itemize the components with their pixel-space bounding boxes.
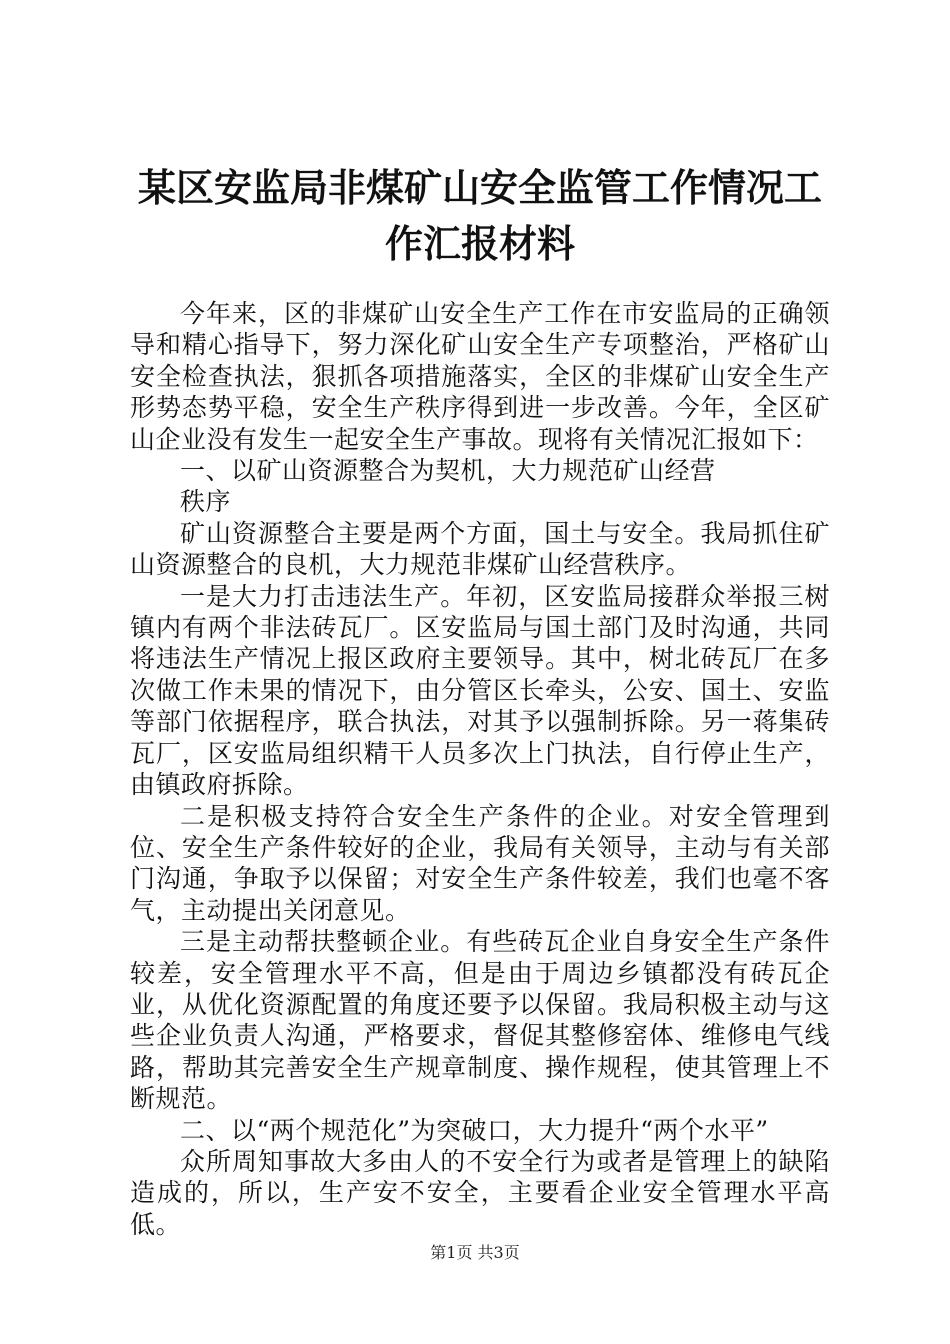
paragraph-crackdown: 一是大力打击违法生产。年初，区安监局接群众举报三树镇内有两个非法砖瓦厂。区安监局与国土部门及时沟通，共同将违法生产情况上报区政府主要领导。其中，树北砖瓦厂在多次做工作未果的情况下，由分管区长牵头，公安、国土、安监等部门依据程序，联合执法，对其予以强制拆除。另一蒋集砖瓦厂，区安监局组织精干人员多次上门执法，自行停止生产，由镇政府拆除。: [130, 581, 830, 800]
section-heading-2: 二、以“两个规范化”为突破口，大力提升“两个水平”: [180, 1115, 769, 1145]
section-heading-1: 一、以矿山资源整合为契机，大力规范矿山经营: [180, 456, 716, 486]
page-number-footer: 第1页 共3页: [430, 1243, 520, 1262]
section-heading-1-continued: 秩序: [180, 487, 232, 517]
document-title: 某区安监局非煤矿山安全监管工作情况工作汇报材料: [137, 165, 822, 266]
document-body: [130, 298, 830, 1240]
paragraph-rectification: 三是主动帮扶整顿企业。有些砖瓦企业自身安全生产条件较差，安全管理水平不高，但是由于周边乡镇都没有砖瓦企业，从优化资源配置的角度还要予以保留。我局积极主动与这些企业负责人沟通，严格要求，督促其整修窑体、维修电气线路，帮助其完善安全生产规章制度、操作规程，使其管理上不断规范。: [130, 927, 830, 1114]
paragraph-management: 众所周知事故大多由人的不安全行为或者是管理上的缺陷造成的，所以，生产安不安全，主要看企业安全管理水平高低。: [130, 1146, 830, 1239]
paragraph-support: 二是积极支持符合安全生产条件的企业。对安全管理到位、安全生产条件较好的企业，我局有关领导，主动与有关部门沟通，争取予以保留；对安全生产条件较差，我们也毫不客气，主动提出关闭意见。: [130, 801, 830, 925]
paragraph-intro: 今年来，区的非煤矿山安全生产工作在市安监局的正确领导和精心指导下，努力深化矿山安全生产专项整治，严格矿山安全检查执法，狠抓各项措施落实，全区的非煤矿山安全生产形势态势平稳，安全生产秩序得到进一步改善。今年，全区矿山企业没有发生一起安全生产事故。现将有关情况汇报如下：: [130, 299, 830, 454]
paragraph-resource-integration: 矿山资源整合主要是两个方面，国土与安全。我局抓住矿山资源整合的良机，大力规范非煤矿山经营秩序。: [130, 518, 830, 580]
